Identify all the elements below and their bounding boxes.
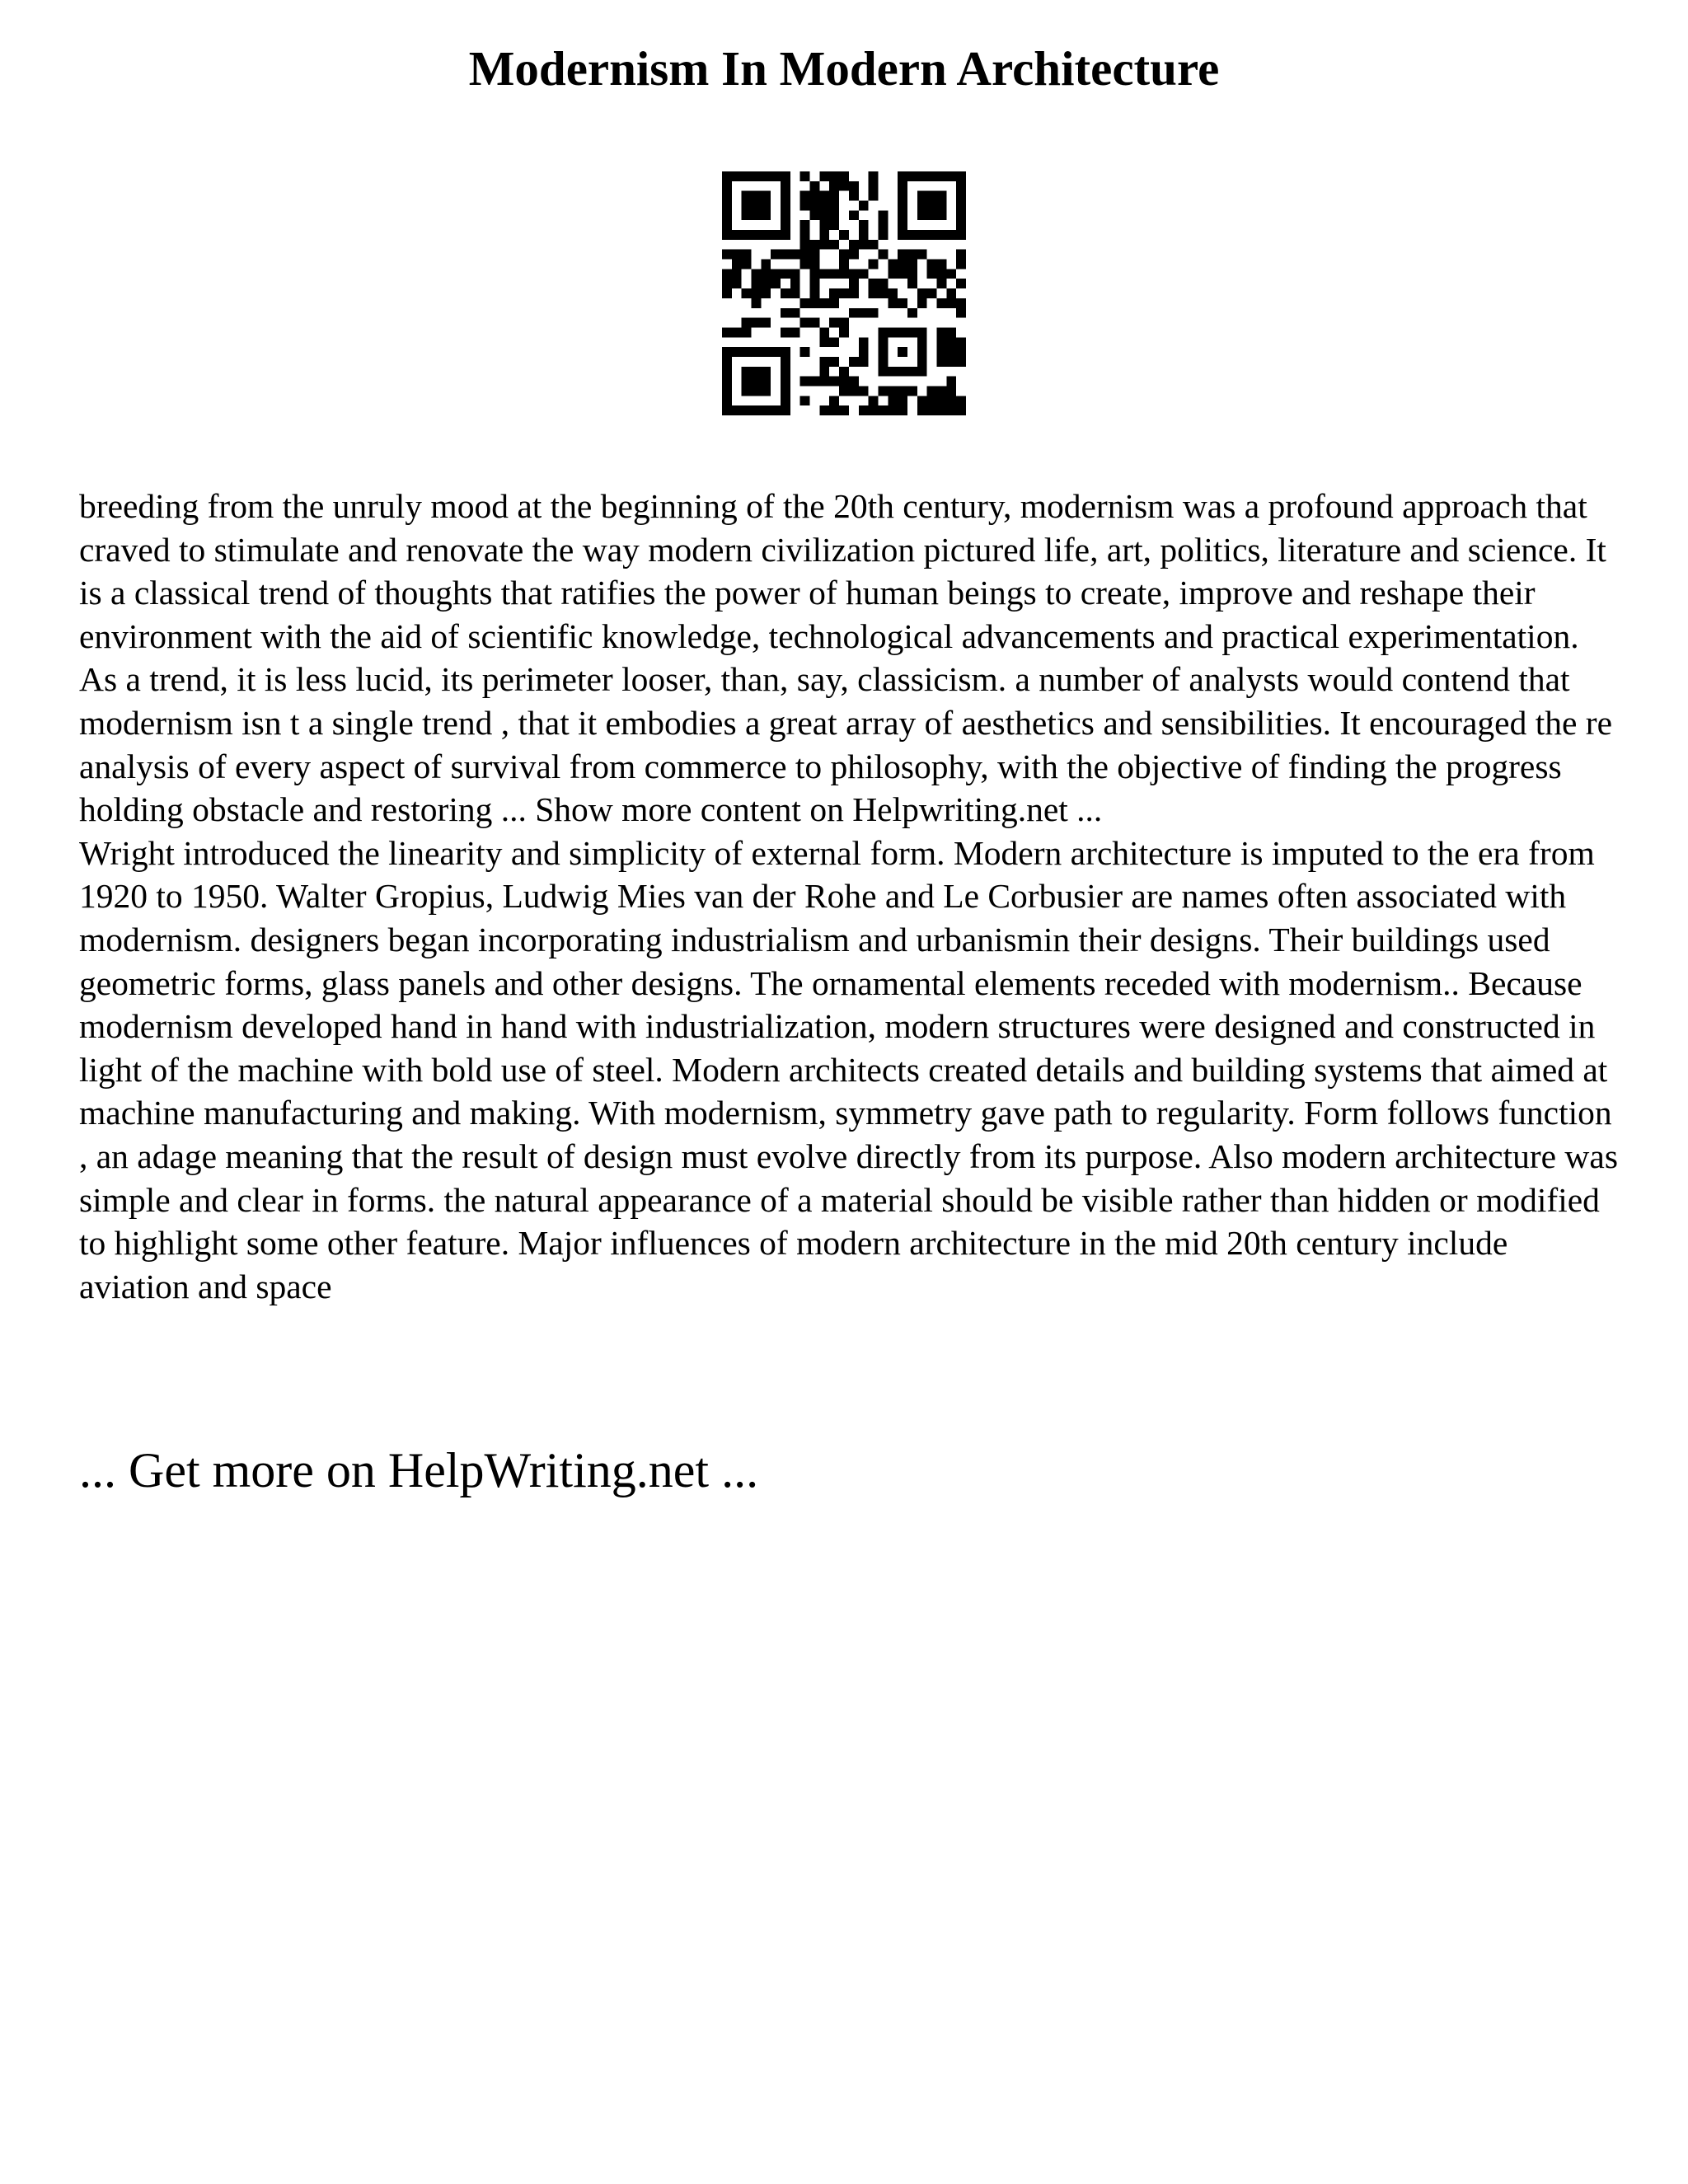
get-more-link[interactable]: ... Get more on HelpWriting.net ... bbox=[79, 1443, 759, 1497]
paragraph-2: Wright introduced the linearity and simplicity of external form. Modern architecture is imputed to the era from 1920 to 1950. Walter Gropius, Ludwig Mies van der Rohe and Le Corbusier are names often associated with modernism. designers began incorporating industrialism and urbanismin their designs. Their buildings used geometric forms, glass panels and other designs. The ornamental elements receded with modernism.. Because modernism developed hand in hand with industrialization, modern structures were designed and constructed in light of the machine with bold use of steel. Modern architects created details and building systems that aimed at machine manufacturing and making. With modernism, symmetry gave path to regularity. Form follows function , an adage meaning that the result of design must evolve directly from its purpose. Also modern architecture was simple and clear in forms. the natural appearance of a material should be visible rather than hidden or modified to highlight some other feature. Major influences of modern architecture in the mid 20th century include aviation and space bbox=[79, 833, 1618, 1305]
article-body bbox=[79, 485, 1620, 1308]
qr-code-icon bbox=[722, 171, 966, 415]
page-title: Modernism In Modern Architecture bbox=[468, 41, 1220, 96]
paragraph-1: breeding from the unruly mood at the beginning of the 20th century, modernism was a profound approach that craved to stimulate and renovate the way modern civilization pictured life, art, politics, literature and science. It is a classical trend of thoughts that ratifies the power of human beings to create, improve and reshape their environment with the aid of scientific knowledge, technological advancements and practical experimentation. As a trend, it is less lucid, its perimeter looser, than, say, classicism. a number of analysts would contend that modernism isn t a single trend , that it embodies a great array of aesthetics and sensibilities. It encouraged the re analysis of every aspect of survival from commerce to philosophy, with the objective of finding the progress holding obstacle and restoring ... Show more content on Helpwriting.net ... bbox=[79, 487, 1613, 829]
